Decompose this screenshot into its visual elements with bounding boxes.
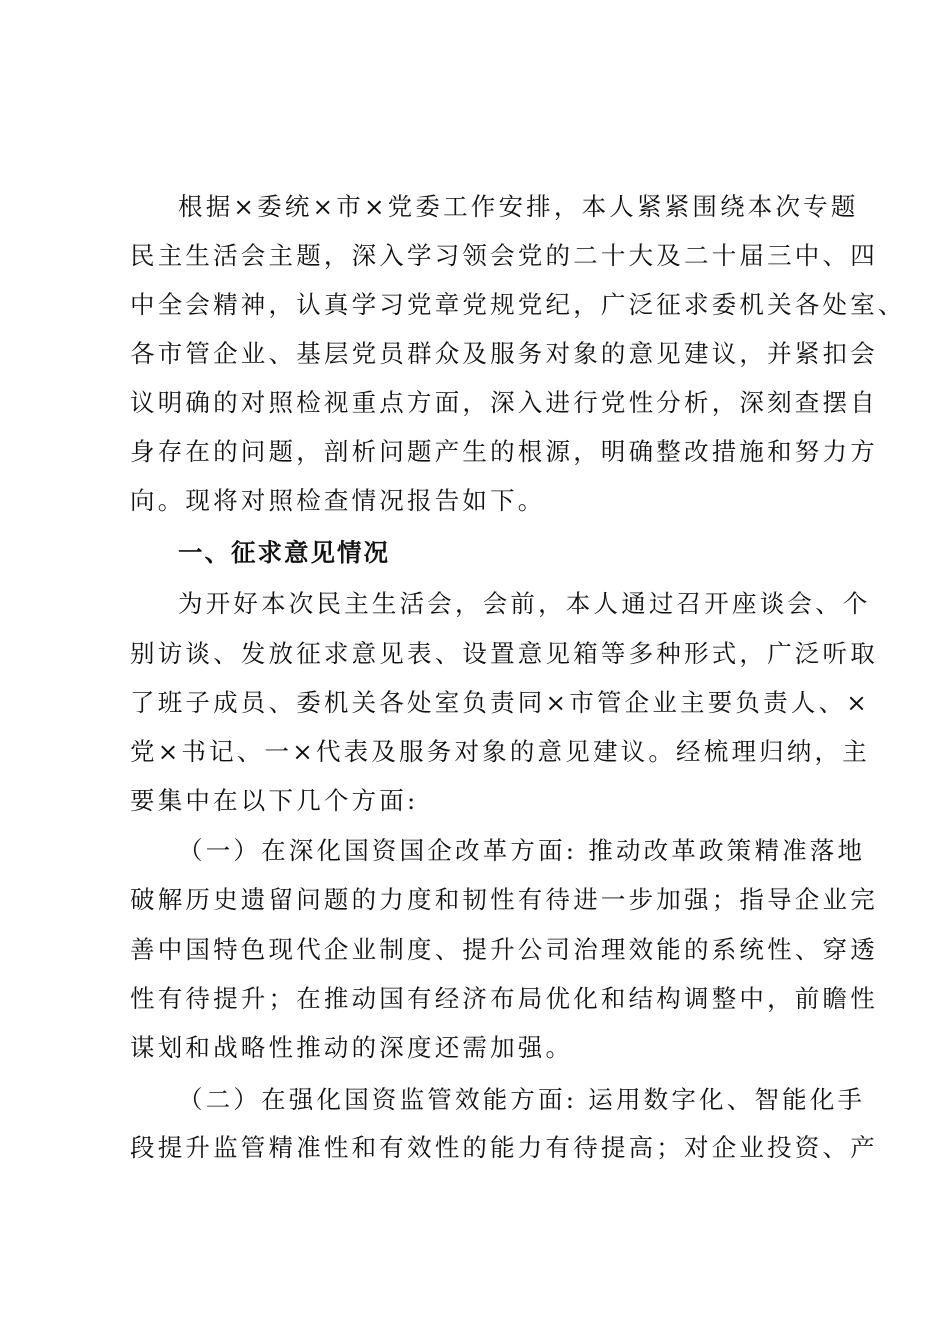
text-line: 党×书记、一×代表及服务对象的意见建议。经梳理归纳，主 xyxy=(130,737,870,766)
text-line: 向。现将对照检查情况报告如下。 xyxy=(130,486,546,515)
text-line: 各市管企业、基层党员群众及服务对象的意见建议，并紧扣会 xyxy=(130,339,878,368)
text-line: 段提升监管精准性和有效性的能力有待提高；对企业投资、产 xyxy=(130,1133,878,1162)
text-line: 民主生活会主题，深入学习领会党的二十大及二十届三中、四 xyxy=(130,241,878,270)
text-line: （一）在深化国资国企改革方面: 推动改革政策精准落地 xyxy=(178,836,866,865)
text-line: 要集中在以下几个方面: xyxy=(130,786,419,815)
text-line: 身存在的问题，剖析问题产生的根源，明确整改措施和努力方 xyxy=(130,437,878,466)
text-line: 了班子成员、委机关各处室负责同×市管企业主要负责人、× xyxy=(130,688,870,717)
text-line: 议明确的对照检视重点方面，深入进行党性分析，深刻查摆自 xyxy=(130,388,878,417)
text-line: 谋划和战略性推动的深度还需加强。 xyxy=(130,1033,574,1062)
text-line: 善中国特色现代企业制度、提升公司治理效能的系统性、穿透 xyxy=(130,935,878,964)
text-line: 别访谈、发放征求意见表、设置意见箱等多种形式，广泛听取 xyxy=(130,639,878,668)
text-line: 中全会精神，认真学习党章党规党纪，广泛征求委机关各处室、 xyxy=(130,290,906,319)
text-line: 为开好本次民主生活会，会前，本人通过召开座谈会、个 xyxy=(178,589,871,618)
text-line: 根据×委统×市×党委工作安排，本人紧紧围绕本次专题 xyxy=(178,192,859,221)
section-heading: 一、征求意见情况 xyxy=(178,538,390,567)
text-line: 破解历史遗留问题的力度和韧性有待进一步加强；指导企业完 xyxy=(130,885,878,914)
text-line: （二）在强化国资监管效能方面: 运用数字化、智能化手 xyxy=(178,1085,866,1114)
text-line: 性有待提升；在推动国有经济布局优化和结构调整中，前瞻性 xyxy=(130,984,878,1013)
